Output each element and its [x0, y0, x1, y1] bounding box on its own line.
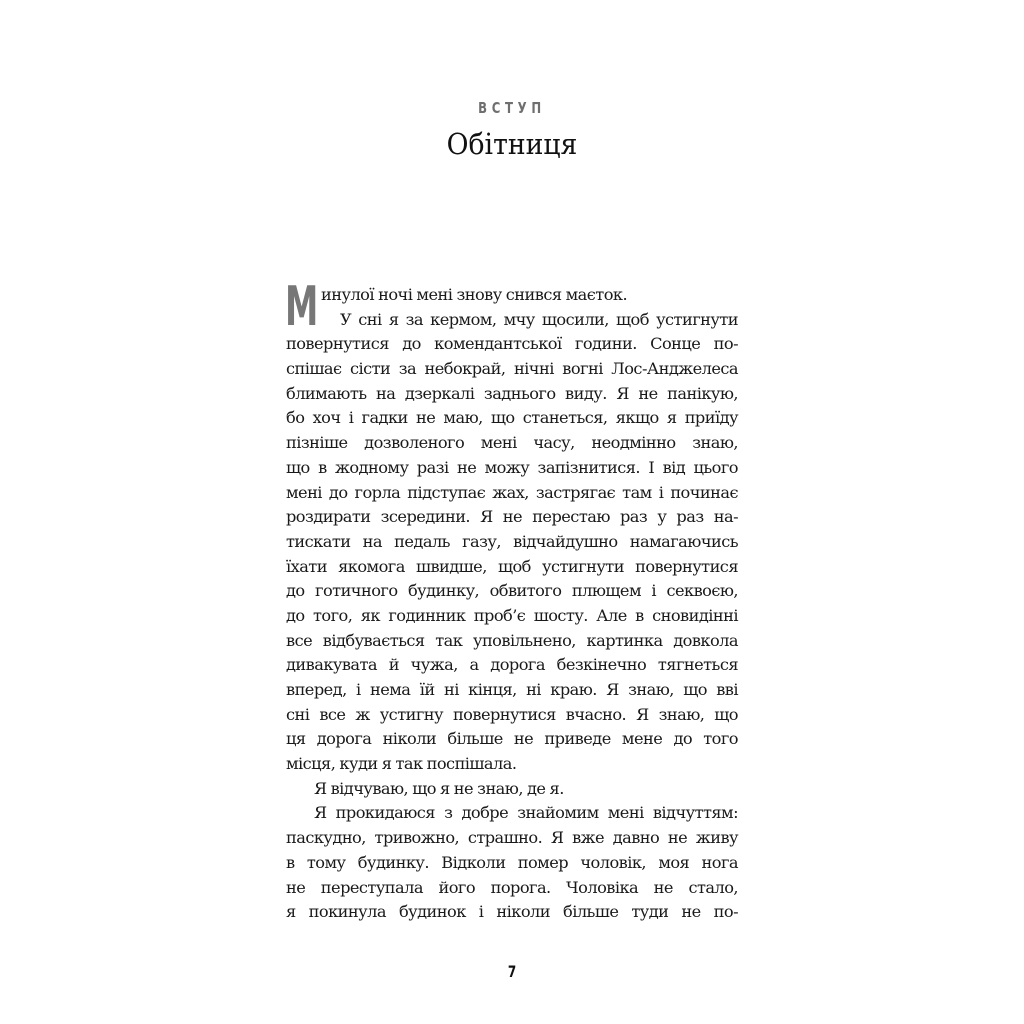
text-line: їхати якомога швидше, щоб устигнути повернутися [286, 556, 738, 576]
text-line: бо хоч і гадки не маю, що станеться, якщо я приїду [286, 408, 738, 428]
chapter-title: Обітниця [446, 127, 578, 161]
text-line: до того, як годинник проб’є шосту. Але в сновидінні [286, 605, 738, 625]
text-line: не переступала його порога. Чоловіка не стало, [286, 877, 738, 897]
text-line: мені до горла підступає жах, застрягає там і починає [286, 482, 738, 502]
text-line: в тому будинку. Відколи помер чоловік, моя нога [286, 852, 738, 872]
text-line: повернутися до комендантської години. Сонце по- [286, 334, 738, 354]
text-line: місця, куди я так поспішала. [286, 754, 517, 774]
text-line: спішає сісти за небокрай, нічні вогні Лос-Анджелеса [286, 359, 738, 379]
drop-cap: М [285, 275, 319, 338]
text-line: дивакувата й чужа, а дорога безкінечно тягнеться [286, 655, 738, 675]
text-line: сні все ж устигну повернутися вчасно. Я знаю, що [286, 704, 738, 724]
text-line: Я прокидаюся з добре знайомим мені відчуттям: [314, 803, 738, 823]
text-line: паскудно, тривожно, страшно. Я вже давно не живу [286, 828, 738, 848]
text-line: до готичного будинку, обвитого плющем і секвоєю, [286, 581, 738, 601]
text-line: я покинула будинок і ніколи більше туди не по- [286, 902, 738, 922]
text-line: тискати на педаль газу, відчайдушно намагаючись [286, 531, 738, 551]
text-line: Я відчуваю, що я не знаю, де я. [314, 778, 564, 798]
page-number: 7 [507, 962, 517, 981]
text-line: вперед, і нема їй ні кінця, ні краю. Я знаю, що вві [286, 680, 738, 699]
text-line: що в жодному разі не можу запізнитися. І від цього [286, 457, 738, 477]
text-line: инулої ночі мені знову снився маєток. [321, 285, 628, 304]
body-text [285, 275, 738, 925]
text-line: пізніше дозволеного мені часу, неодмінно знаю, [286, 433, 738, 453]
section-label: ВСТУП [478, 99, 546, 117]
text-line: ця дорога ніколи більше не приведе мене до того [286, 729, 738, 749]
text-line: У сні я за кермом, мчу щосили, щоб устигнути [340, 309, 738, 329]
text-line: блимають на дзеркалі заднього виду. Я не панікую, [286, 383, 738, 403]
text-line: все відбувається так уповільнено, картинка довкола [286, 630, 738, 650]
text-line: роздирати зсередини. Я не перестаю раз у раз на- [286, 507, 738, 527]
